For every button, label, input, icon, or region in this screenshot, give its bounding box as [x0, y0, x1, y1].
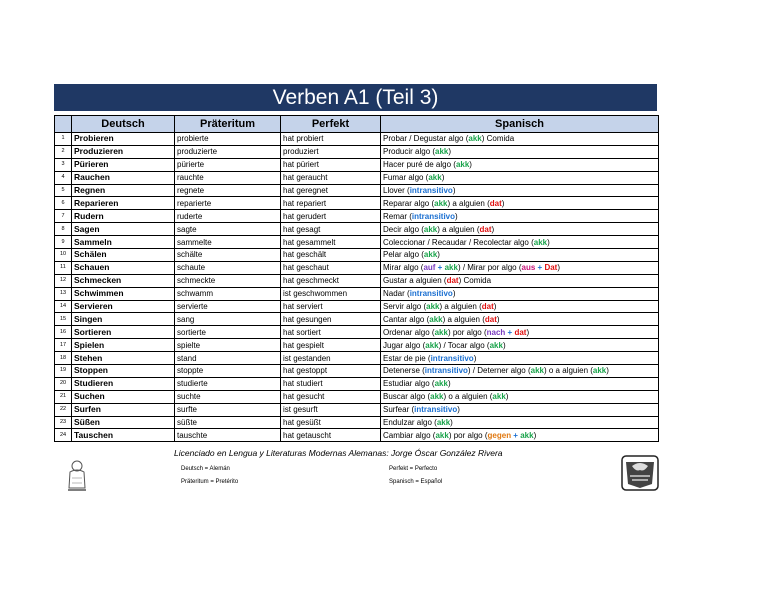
verb-deutsch: Sammeln — [72, 236, 175, 249]
translation-text: Estudiar algo ( — [383, 379, 435, 389]
verb-prateritum: tauschte — [175, 429, 281, 442]
translation-text: ) / Deterner algo ( — [467, 366, 531, 376]
verb-prateritum: sagte — [175, 223, 281, 236]
verb-perfekt: hat geregnet — [281, 184, 381, 197]
case-tag: intransitivo — [430, 353, 474, 363]
translation-text: Nadar ( — [383, 289, 410, 299]
verb-prateritum: pürierte — [175, 158, 281, 171]
verb-perfekt: hat geschält — [281, 249, 381, 262]
row-number: 9 — [55, 236, 72, 249]
translation-text: ) a alguien ( — [437, 224, 480, 234]
verb-perfekt: hat gesagt — [281, 223, 381, 236]
verb-prateritum: produzierte — [175, 145, 281, 158]
row-number: 3 — [55, 158, 72, 171]
row-number: 20 — [55, 377, 72, 390]
verb-deutsch: Surfen — [72, 403, 175, 416]
verb-perfekt: hat gesungen — [281, 313, 381, 326]
translation-text: Cambiar algo ( — [383, 430, 436, 440]
verb-perfekt: hat serviert — [281, 300, 381, 313]
case-tag: akk — [520, 430, 534, 440]
row-number: 21 — [55, 390, 72, 403]
translation-text: ) Comida — [458, 276, 492, 286]
case-tag: gegen — [487, 430, 512, 440]
row-number: 22 — [55, 403, 72, 416]
verb-spanisch — [381, 365, 659, 378]
verb-perfekt: hat repariert — [281, 197, 381, 210]
row-number: 16 — [55, 326, 72, 339]
row-number: 1 — [55, 133, 72, 146]
case-tag: intransitivo — [409, 186, 453, 195]
case-tag: dat — [481, 302, 494, 312]
translation-text: ) — [491, 224, 495, 234]
translation-text: ) / Mirar por algo ( — [457, 263, 522, 273]
translation-text: Reparar algo ( — [383, 198, 435, 208]
case-tag: akk — [468, 134, 482, 144]
translation-text: Coleccionar / Recaudar / Recolectar algo ( — [383, 237, 534, 247]
case-tag: aus — [521, 263, 536, 273]
translation-text: ) a alguien ( — [442, 314, 485, 324]
row-number: 4 — [55, 171, 72, 184]
case-tag: akk — [429, 314, 443, 324]
verb-perfekt: hat geraucht — [281, 171, 381, 184]
translation-text: ) — [496, 314, 500, 324]
row-number: 24 — [55, 429, 72, 442]
row-number: 18 — [55, 352, 72, 365]
table-row — [55, 274, 659, 287]
case-tag: + — [505, 327, 515, 337]
verb-deutsch: Sortieren — [72, 326, 175, 339]
verb-perfekt: hat püriert — [281, 158, 381, 171]
row-number: 12 — [55, 274, 72, 287]
verb-perfekt: ist gestanden — [281, 352, 381, 365]
case-tag: Dat — [544, 263, 558, 273]
table-row — [55, 158, 659, 171]
verb-deutsch: Schälen — [72, 249, 175, 262]
verb-deutsch: Stoppen — [72, 365, 175, 378]
translation-text: Jugar algo ( — [383, 340, 426, 350]
verb-perfekt: produziert — [281, 145, 381, 158]
verb-spanisch — [381, 145, 659, 158]
row-number: 6 — [55, 197, 72, 210]
verb-perfekt: hat studiert — [281, 377, 381, 390]
table-row — [55, 287, 659, 300]
verb-perfekt: hat getauscht — [281, 429, 381, 442]
verb-perfekt: hat gesucht — [281, 390, 381, 403]
translation-text: ) — [457, 405, 460, 415]
row-number: 8 — [55, 223, 72, 236]
translation-text: Probar / Degustar algo ( — [383, 134, 469, 144]
table-row — [55, 197, 659, 210]
verb-deutsch: Probieren — [72, 133, 175, 146]
table-row — [55, 184, 659, 197]
row-number: 19 — [55, 365, 72, 378]
translation-text: ) — [452, 186, 456, 195]
case-tag: intransitivo — [414, 405, 458, 415]
table-row — [55, 416, 659, 429]
verb-prateritum: sammelte — [175, 236, 281, 249]
table-body — [55, 133, 659, 442]
verb-spanisch — [381, 210, 659, 223]
verb-prateritum: ruderte — [175, 210, 281, 223]
verb-prateritum: süßte — [175, 416, 281, 429]
verb-spanisch — [381, 158, 659, 171]
translation-text: ) — [473, 353, 477, 363]
verb-prateritum: stand — [175, 352, 281, 365]
verb-perfekt: hat gesüßt — [281, 416, 381, 429]
table-row — [55, 133, 659, 146]
verb-deutsch: Studieren — [72, 377, 175, 390]
table-row — [55, 171, 659, 184]
verb-deutsch: Stehen — [72, 352, 175, 365]
row-number: 5 — [55, 184, 72, 197]
translation-text: Detenerse ( — [383, 366, 425, 376]
verb-spanisch — [381, 313, 659, 326]
verb-spanisch — [381, 416, 659, 429]
translation-text: ) — [452, 289, 456, 299]
translation-text: Endulzar algo ( — [383, 418, 437, 428]
translation-text: Fumar algo ( — [383, 173, 429, 183]
verb-spanisch — [381, 352, 659, 365]
verb-perfekt: hat gestoppt — [281, 365, 381, 378]
case-tag: dat — [479, 224, 492, 234]
verb-deutsch: Suchen — [72, 390, 175, 403]
verb-table — [54, 115, 659, 442]
verb-spanisch — [381, 403, 659, 416]
translation-text: Cantar algo ( — [383, 314, 430, 324]
legend-deutsch: Deutsch = Alemán — [181, 466, 230, 472]
verb-spanisch — [381, 223, 659, 236]
legend-spanisch: Spanisch = Español — [389, 479, 443, 485]
case-tag: intransitivo — [409, 289, 453, 299]
case-tag: akk — [426, 302, 440, 312]
table-row — [55, 236, 659, 249]
translation-text: ) por algo ( — [448, 430, 488, 440]
translation-text: Gustar a alguien ( — [383, 276, 447, 286]
translation-text: ) — [547, 237, 550, 247]
verb-prateritum: suchte — [175, 390, 281, 403]
verb-perfekt: hat gespielt — [281, 339, 381, 352]
verb-prateritum: sortierte — [175, 326, 281, 339]
case-tag: akk — [425, 340, 439, 350]
case-tag: akk — [436, 418, 451, 428]
table-row — [55, 261, 659, 274]
translation-text: Mirar algo ( — [383, 263, 424, 273]
translation-text: ) Comida — [481, 134, 515, 144]
verb-deutsch: Produzieren — [72, 145, 175, 158]
row-number: 14 — [55, 300, 72, 313]
table-row — [55, 390, 659, 403]
verb-spanisch — [381, 390, 659, 403]
verb-perfekt: hat gesammelt — [281, 236, 381, 249]
translation-text: ) — [505, 392, 509, 402]
translation-text: ) o a alguien ( — [543, 366, 593, 376]
case-tag: + — [435, 263, 445, 273]
translation-text: Estar de pie ( — [383, 353, 431, 363]
translation-text: ) a alguien ( — [439, 302, 482, 312]
verb-deutsch: Rudern — [72, 210, 175, 223]
translation-text: ) — [502, 340, 506, 350]
table-row — [55, 223, 659, 236]
row-number: 7 — [55, 210, 72, 223]
verb-perfekt: hat gerudert — [281, 210, 381, 223]
table-row — [55, 300, 659, 313]
translation-text: ) — [493, 302, 497, 312]
table-row — [55, 313, 659, 326]
translation-text: ) — [437, 250, 440, 260]
case-tag: akk — [435, 430, 449, 440]
header-perfekt: Perfekt — [281, 116, 381, 133]
case-tag: + — [511, 430, 521, 440]
verb-prateritum: schmeckte — [175, 274, 281, 287]
translation-text: ) — [526, 327, 530, 337]
verb-deutsch: Tauschen — [72, 429, 175, 442]
verb-perfekt: hat sortiert — [281, 326, 381, 339]
verb-perfekt: hat probiert — [281, 133, 381, 146]
case-tag: akk — [492, 392, 506, 402]
table-row — [55, 403, 659, 416]
case-tag: akk — [428, 173, 442, 183]
verb-deutsch: Schmecken — [72, 274, 175, 287]
license-note: Licenciado en Lengua y Literaturas Modernas Alemanas: Jorge Óscar González Rivera — [174, 448, 503, 458]
table-row — [55, 429, 659, 442]
table-header-row — [55, 116, 659, 133]
verb-deutsch: Singen — [72, 313, 175, 326]
translation-text: Surfear ( — [383, 405, 415, 415]
case-tag: akk — [434, 198, 448, 208]
verb-prateritum: rauchte — [175, 171, 281, 184]
verb-spanisch — [381, 184, 659, 197]
case-tag: akk — [430, 392, 444, 402]
verb-perfekt: ist gesurft — [281, 403, 381, 416]
case-tag: akk — [423, 224, 438, 234]
table-row — [55, 365, 659, 378]
row-number: 15 — [55, 313, 72, 326]
verb-deutsch: Reparieren — [72, 197, 175, 210]
translation-text: ) — [557, 263, 560, 273]
translation-text: Hacer puré de algo ( — [383, 160, 456, 170]
case-tag: auf — [423, 263, 436, 273]
case-tag: + — [535, 263, 545, 273]
verb-prateritum: regnete — [175, 184, 281, 197]
verb-prateritum: schwamm — [175, 287, 281, 300]
verb-deutsch: Schauen — [72, 261, 175, 274]
translation-text: ) por algo ( — [447, 327, 487, 337]
translation-text: Servir algo ( — [383, 302, 427, 312]
verb-deutsch: Regnen — [72, 184, 175, 197]
verb-spanisch — [381, 326, 659, 339]
translation-text: Pelar algo ( — [383, 250, 424, 260]
row-number: 11 — [55, 261, 72, 274]
table-row — [55, 249, 659, 262]
verb-prateritum: studierte — [175, 377, 281, 390]
verb-spanisch — [381, 133, 659, 146]
case-tag: akk — [444, 263, 458, 273]
verb-spanisch — [381, 339, 659, 352]
case-tag: akk — [530, 366, 544, 376]
verb-spanisch — [381, 236, 659, 249]
translation-text: ) — [501, 198, 505, 208]
translation-text: Producir algo ( — [383, 147, 436, 157]
header-deutsch: Deutsch — [72, 116, 175, 133]
verb-spanisch — [381, 287, 659, 300]
case-tag: dat — [489, 198, 502, 208]
legend-perfekt: Perfekt = Perfecto — [389, 466, 438, 472]
row-number: 23 — [55, 416, 72, 429]
verb-spanisch — [381, 249, 659, 262]
translation-text: ) — [533, 430, 537, 440]
verb-spanisch — [381, 197, 659, 210]
row-number: 17 — [55, 339, 72, 352]
verb-deutsch: Sagen — [72, 223, 175, 236]
translation-text: Decir algo ( — [383, 224, 424, 234]
case-tag: akk — [434, 327, 448, 337]
translation-text: Llover ( — [383, 186, 410, 195]
case-tag: dat — [446, 276, 459, 286]
verb-prateritum: surfte — [175, 403, 281, 416]
translation-text: ) — [450, 418, 453, 428]
translation-text: ) a alguien ( — [447, 198, 490, 208]
case-tag: akk — [434, 379, 448, 389]
case-tag: dat — [514, 327, 527, 337]
case-tag: akk — [533, 237, 548, 247]
verb-spanisch — [381, 429, 659, 442]
verb-spanisch — [381, 300, 659, 313]
translation-text: ) o a alguien ( — [443, 392, 493, 402]
table-row — [55, 377, 659, 390]
translation-text: ) — [447, 379, 451, 389]
verb-perfekt: hat geschmeckt — [281, 274, 381, 287]
verb-spanisch — [381, 171, 659, 184]
case-tag: intransitivo — [411, 211, 456, 221]
verb-perfekt: hat geschaut — [281, 261, 381, 274]
verb-prateritum: stoppte — [175, 365, 281, 378]
translation-text: ) — [469, 160, 472, 170]
table-row — [55, 339, 659, 352]
verb-deutsch: Spielen — [72, 339, 175, 352]
verb-prateritum: reparierte — [175, 197, 281, 210]
translation-text: Ordenar algo ( — [383, 327, 435, 337]
table-row — [55, 326, 659, 339]
translation-text: Buscar algo ( — [383, 392, 431, 402]
row-number: 13 — [55, 287, 72, 300]
case-tag: intransitivo — [424, 366, 468, 376]
case-tag: akk — [455, 160, 470, 170]
table-row — [55, 145, 659, 158]
table-row — [55, 352, 659, 365]
header-spanisch: Spanisch — [381, 116, 659, 133]
case-tag: akk — [489, 340, 503, 350]
left-logo — [66, 458, 88, 494]
case-tag: dat — [484, 314, 497, 324]
header-number — [55, 116, 72, 133]
verb-prateritum: probierte — [175, 133, 281, 146]
verb-prateritum: spielte — [175, 339, 281, 352]
verb-prateritum: servierte — [175, 300, 281, 313]
row-number: 2 — [55, 145, 72, 158]
verb-deutsch: Pürieren — [72, 158, 175, 171]
verb-deutsch: Rauchen — [72, 171, 175, 184]
verb-spanisch — [381, 377, 659, 390]
case-tag: akk — [423, 250, 438, 260]
case-tag: akk — [592, 366, 607, 376]
page-title: Verben A1 (Teil 3) — [54, 84, 657, 111]
verb-spanisch — [381, 274, 659, 287]
verb-deutsch: Servieren — [72, 300, 175, 313]
verb-spanisch — [381, 261, 659, 274]
table-row — [55, 210, 659, 223]
verb-deutsch: Süßen — [72, 416, 175, 429]
verb-prateritum: sang — [175, 313, 281, 326]
verb-prateritum: schaute — [175, 261, 281, 274]
verb-perfekt: ist geschwommen — [281, 287, 381, 300]
header-prateritum: Präteritum — [175, 116, 281, 133]
translation-text: ) — [448, 147, 452, 157]
translation-text: ) — [441, 173, 445, 183]
translation-text: Remar ( — [383, 211, 412, 221]
verb-prateritum: schälte — [175, 249, 281, 262]
case-tag: akk — [435, 147, 449, 157]
case-tag: nach — [486, 327, 506, 337]
verb-deutsch: Schwimmen — [72, 287, 175, 300]
translation-text: ) — [455, 211, 458, 221]
unam-seal-logo — [618, 452, 662, 494]
row-number: 10 — [55, 249, 72, 262]
translation-text: ) — [606, 366, 609, 376]
translation-text: ) / Tocar algo ( — [438, 340, 490, 350]
legend-prateritum: Präteritum = Pretérito — [181, 479, 239, 485]
